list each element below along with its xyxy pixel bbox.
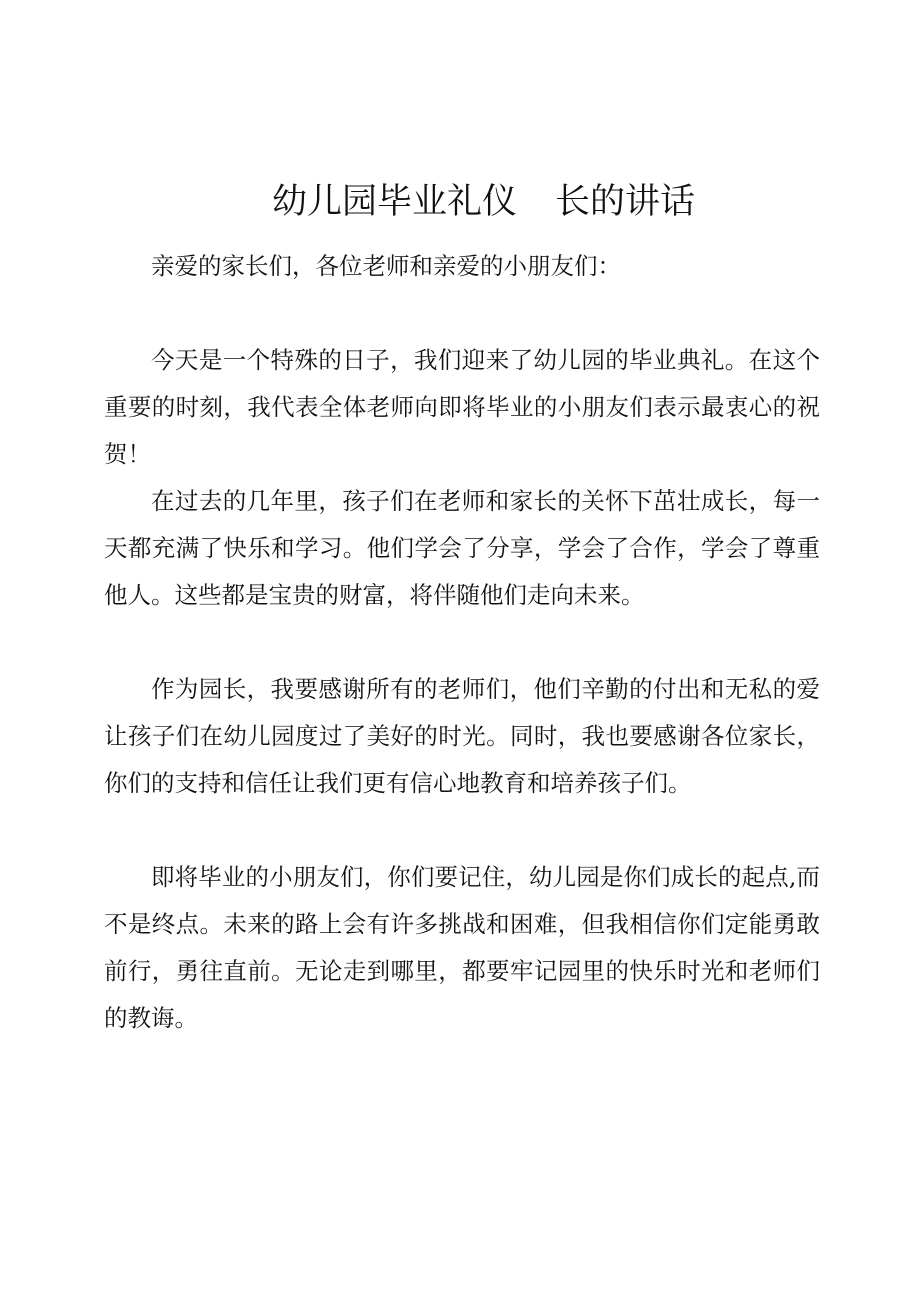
- title-part-1: 幼儿园毕业礼仪: [272, 182, 518, 222]
- paragraph-3: 作为园长，我要感谢所有的老师们，他们辛勤的付出和无私的爱让孩子们在幼儿园度过了美好的时光。同时，我也要感谢各位家长，你们的支持和信任让我们更有信心地教育和培养孩子们。: [104, 675, 820, 797]
- title-part-2: 长的讲话: [555, 182, 696, 222]
- paragraph-2: 在过去的几年里，孩子们在老师和家长的关怀下茁壮成长，每一天都充满了快乐和学习。他们学会了分享，学会了合作，学会了尊重他人。这些都是宝贵的财富，将伴随他们走向未来。: [104, 487, 820, 609]
- paragraph-1: 今天是一个特殊的日子，我们迎来了幼儿园的毕业典礼。在这个重要的时刻，我代表全体老师向即将毕业的小朋友们表示最衷心的祝贺！: [104, 346, 820, 468]
- paragraph-4: 即将毕业的小朋友们，你们要记住，幼儿园是你们成长的起点,而不是终点。未来的路上会有许多挑战和困难，但我相信你们定能勇敢前行，勇往直前。无论走到哪里，都要牢记园里的快乐时光和老师们的教诲。: [104, 863, 820, 1032]
- salutation: 亲爱的家长们，各位老师和亲爱的小朋友们：: [151, 252, 621, 280]
- document-title: [0, 172, 920, 232]
